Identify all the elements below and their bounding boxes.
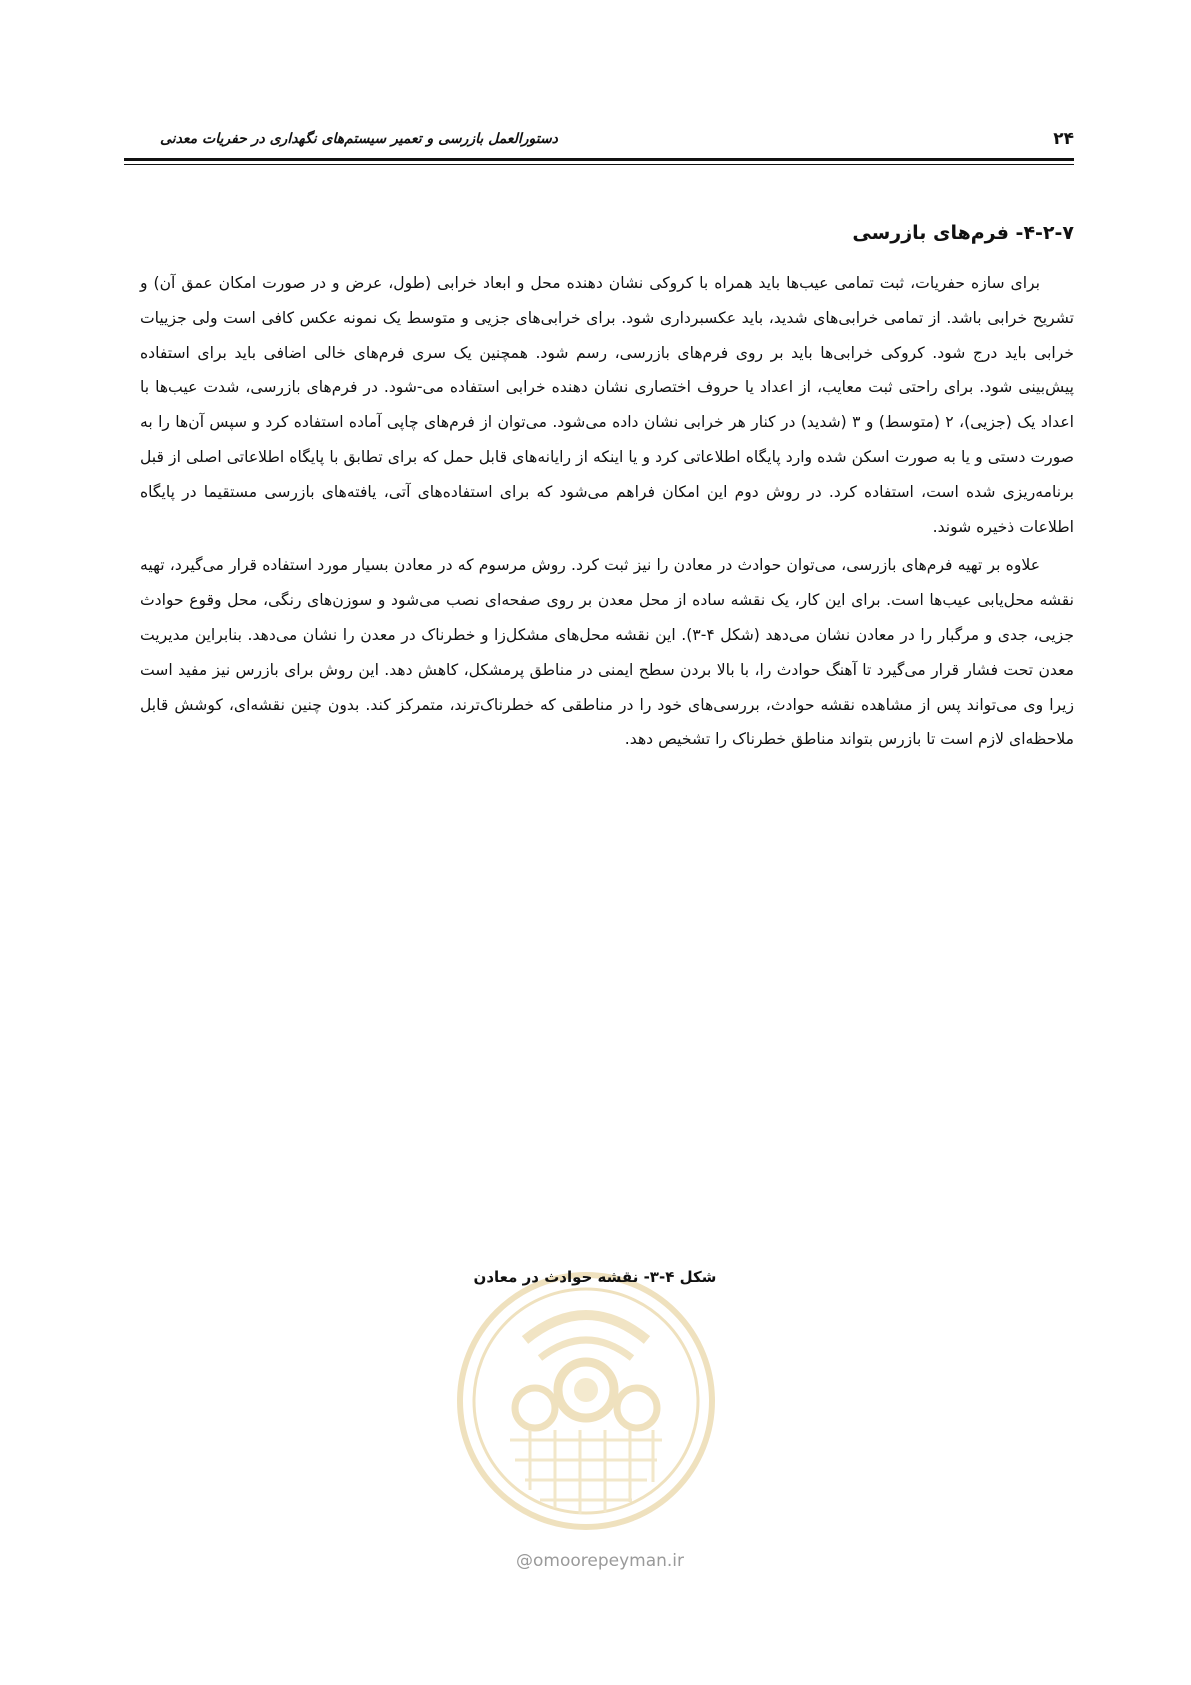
running-header [124, 126, 1074, 152]
running-title: دستورالعمل بازرسی و تعمیر سیستم‌های نگهداری در حفریات معدنی [160, 131, 558, 147]
watermark-url: @omoorepeyman.ir [515, 1551, 685, 1571]
figure-caption: شکل ۴-۳- نقشه حوادث در معادن [473, 1268, 717, 1286]
body-text [140, 266, 1074, 761]
section-heading: ۴-۲-۷- فرم‌های بازرسی [852, 222, 1074, 244]
paragraph-1: برای سازه حفریات، ثبت تمامی عیب‌ها باید همراه با کروکی نشان دهنده محل و ابعاد خرابی (طول، عرض و در صورت امکان عمق آن) و تشریح خرابی باشد. از تمامی خرابی‌های شدید، باید عکسبرداری شود. برای خرابی‌های جزیی و متوسط یک نمونه عکس کافی است ولی جزییات خرابی باید درج شود. کروکی خرابی‌ها باید بر روی فرم‌های بازرسی، رسم شود. همچنین یک سری فرم‌های خالی اضافی باید برای استفاده پیش‌بینی شود. برای راحتی ثبت معایب، از اعداد یا حروف اختصاری نشان دهنده خرابی استفاده می-شود. در فرم‌های بازرسی، شدت عیب‌ها با اعداد یک (جزیی)، ۲ (متوسط) و ۳ (شدید) در کنار هر خرابی نشان داده می‌شود. می‌توان از فرم‌های چاپی آماده استفاده کرد و سپس آن‌ها را به صورت دستی و یا به صورت اسکن شده وارد پایگاه اطلاعاتی کرد و یا اینکه از رایانه‌های قابل حمل که برای تطابق با پایگاه اطلاعاتی اصلی از قبل برنامه‌ریزی شده است، استفاده کرد. در روش دوم این امکان فراهم می‌شود که برای استفاده‌های آتی، یافته‌های بازرسی مستقیما در پایگاه اطلاعات ذخیره شوند. [140, 274, 1074, 536]
page-number: ۲۴ [1053, 129, 1074, 149]
header-rule-thin [124, 164, 1074, 165]
watermark-seal-logo [455, 1270, 717, 1532]
paragraph-2: علاوه بر تهیه فرم‌های بازرسی، می‌توان حوادث در معادن را نیز ثبت کرد. روش مرسوم که در معادن بسیار مورد استفاده قرار می‌گیرد، تهیه نقشه محل‌یابی عیب‌ها است. برای این کار، یک نقشه ساده از محل معدن بر روی صفحه‌ای نصب می‌شود و سوزن‌های رنگی، محل وقوع حوادث جزیی، جدی و مرگبار را در معادن نشان می‌دهد (شکل ۴-۳). این نقشه محل‌های مشکل‌زا و خطرناک در معدن را نشان می‌دهد. بنابراین مدیریت معدن تحت فشار قرار می‌گیرد تا آهنگ حوادث را، با بالا بردن سطح ایمنی در مناطق پرمشکل، کاهش دهد. این روش برای بازرس نیز مفید است زیرا وی می‌تواند پس از مشاهده نقشه حوادث، بررسی‌های خود را در مناطقی که خطرناک‌ترند، متمرکز کند. بدون چنین نقشه‌ای، کوشش قابل ملاحظه‌ای لازم است تا بازرس بتواند مناطق خطرناک را تشخیص دهد. [140, 556, 1074, 749]
header-rule-thick [124, 158, 1074, 161]
